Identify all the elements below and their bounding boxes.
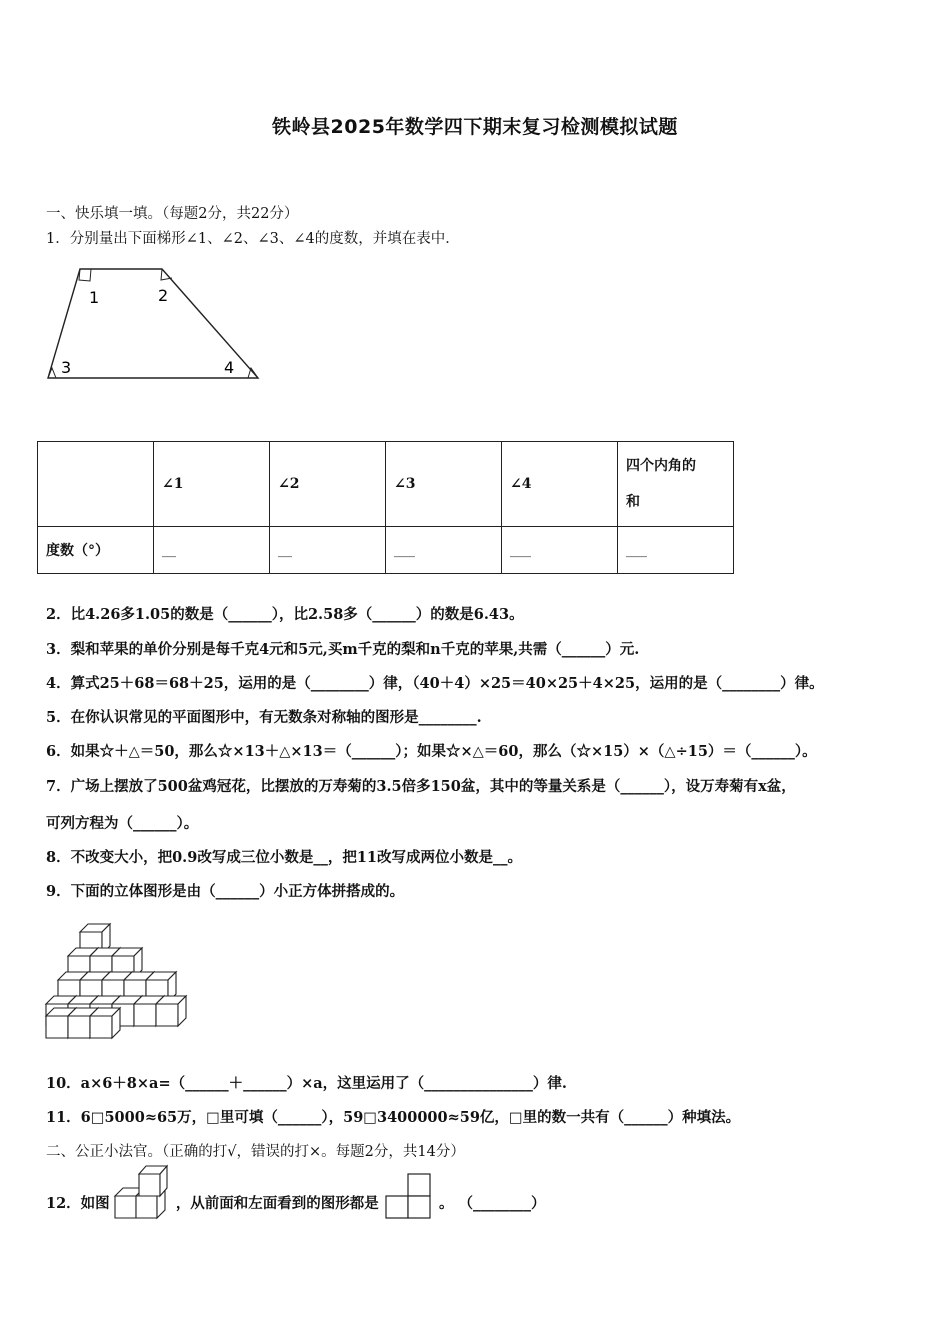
section1-heading: 一、快乐填一填。（每题2分，共22分）: [46, 206, 299, 222]
table-header-angle2: ∠2: [270, 442, 386, 527]
q12-view-figure: [384, 1172, 434, 1220]
question-5: 5．在你认识常见的平面图形中，有无数条对称轴的图形是________.: [46, 709, 482, 726]
angle-label-2: 2: [158, 286, 169, 305]
question-12: [46, 1162, 546, 1220]
question-2: 2．比4.26多1.05的数是（______），比2.58多（______）的数是6.43。: [46, 606, 524, 623]
table-row-label: 度数（°）: [38, 527, 154, 574]
angle1-mark: [79, 269, 91, 281]
table-header-angle4: ∠4: [502, 442, 618, 527]
question-8: 8．不改变大小，把0.9改写成三位小数是__，把11改写成两位小数是__。: [46, 849, 522, 866]
section2-heading: 二、公正小法官。（正确的打√，错误的打×。每题2分，共14分）: [46, 1144, 465, 1160]
table-corner-cell: [38, 442, 154, 527]
angle-label-4: 4: [224, 358, 235, 377]
page-title: 铁岭县2025年数学四下期末复习检测模拟试题: [272, 116, 678, 138]
table-blank-1[interactable]: __: [154, 527, 270, 574]
question-9: 9．下面的立体图形是由（______）小正方体拼搭成的。: [46, 883, 405, 900]
q12-cube-figure: [113, 1162, 171, 1220]
question-11: 11．6□5000≈65万，□里可填（______），59□3400000≈59亿，□里的数一共有（______）种填法。: [46, 1109, 741, 1126]
q12-suffix: 。 （________）: [438, 1195, 546, 1212]
cube-face: [134, 1004, 156, 1026]
table-header-angle1: ∠1: [154, 442, 270, 527]
question-3: 3．梨和苹果的单价分别是每千克4元和5元,买m千克的梨和n千克的苹果,共需（______）元.: [46, 641, 640, 658]
cube-face: [46, 1016, 68, 1038]
q12-middle: ，从前面和左面看到的图形都是: [175, 1195, 379, 1212]
question-10: 10．a×6＋8×a=（______＋______）×a，这里运用了（_______________）律.: [46, 1075, 567, 1092]
angle-table: [37, 441, 734, 574]
table-blank-sum[interactable]: ___: [618, 527, 734, 574]
q12-prefix: 12．如图: [46, 1195, 110, 1212]
question-7-line1: 7．广场上摆放了500盆鸡冠花，比摆放的万寿菊的3.5倍多150盆，其中的等量关系是（______），设万寿菊有x盆，: [46, 778, 796, 795]
table-blank-2[interactable]: __: [270, 527, 386, 574]
cube-stack-figure: [44, 922, 189, 1040]
table-header-sum: 四个内角的 和: [618, 442, 734, 527]
question-7-line2: 可列方程为（______）。: [46, 815, 199, 832]
trapezoid-figure: [44, 264, 266, 382]
question-4: 4．算式25＋68＝68＋25，运用的是（________）律，（40＋4）×25＝40×25＋4×25，运用的是（________）律。: [46, 675, 824, 692]
question-6: 6．如果☆＋△＝50，那么☆×13＋△×13＝（______）；如果☆×△＝60，那么（☆×15）×（△÷15）＝（______）。: [46, 743, 817, 760]
cube-face: [68, 1016, 90, 1038]
table-header-angle3: ∠3: [386, 442, 502, 527]
question-1: 1．分别量出下面梯形∠1、∠2、∠3、∠4的度数，并填在表中．: [46, 231, 460, 247]
table-blank-3[interactable]: ___: [386, 527, 502, 574]
angle-label-3: 3: [61, 358, 72, 377]
cube-face: [156, 1004, 178, 1026]
cube-face: [90, 1016, 112, 1038]
angle-label-1: 1: [89, 288, 100, 307]
table-blank-4[interactable]: ___: [502, 527, 618, 574]
